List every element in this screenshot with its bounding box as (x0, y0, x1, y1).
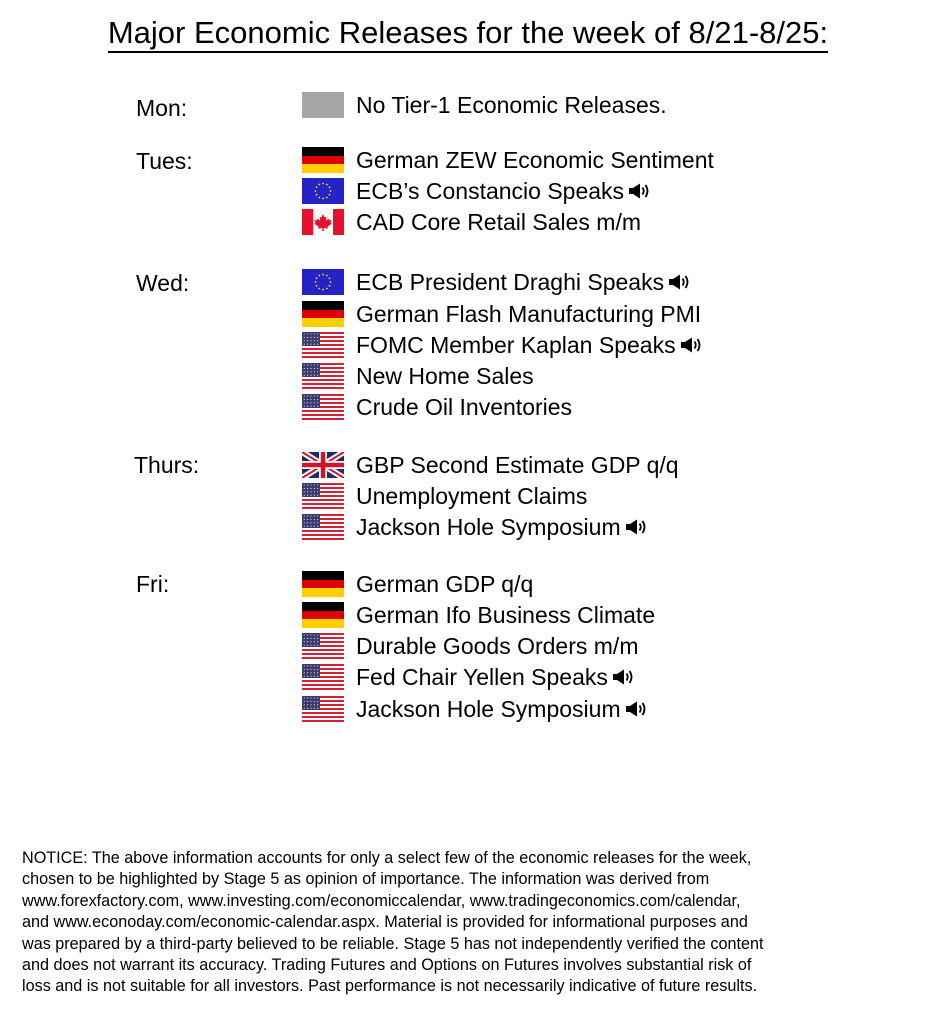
event-label: GBP Second Estimate GDP q/q (356, 452, 679, 478)
page-title (0, 14, 936, 52)
event-row (302, 451, 679, 479)
speaker-icon (679, 336, 703, 354)
event-label: German GDP q/q (356, 571, 534, 597)
us-flag (302, 514, 344, 540)
germany-flag (302, 571, 344, 597)
notice-disclaimer: NOTICE: The above information accounts for only a select few of the economic releases for the week, chosen to be highlighted by Stage 5 as opinion of importance. The information was derived from www.forexfactory.com, www.investing.com/economiccalendar, www.tradingeconomics.com/calendar, and www.econoday.com/economic-calendar.aspx. Material is provided for informational purposes and was prepared by a third-party believed to be reliable. Stage 5 has not independently verified the content and does not warrant its accuracy. Trading Futures and Options on Futures involves substantial risk of loss and is not suitable for all investors. Past performance is not necessarily indicative of future results. (22, 849, 764, 996)
event-label: German Flash Manufacturing PMI (356, 301, 702, 327)
speaker-icon (611, 668, 635, 686)
event-row (302, 513, 648, 541)
speaker-icon (624, 518, 648, 536)
event-row (302, 362, 534, 390)
event-label: CAD Core Retail Sales m/m (356, 209, 642, 235)
event-label: Fed Chair Yellen Speaks (356, 664, 608, 690)
event-label: Crude Oil Inventories (356, 394, 573, 420)
us-flag (302, 664, 344, 690)
day-label: Fri: (136, 571, 170, 597)
us-flag (302, 483, 344, 509)
event-label: New Home Sales (356, 363, 534, 389)
speaker-icon (624, 700, 648, 718)
event-row (302, 632, 638, 660)
us-flag (302, 332, 344, 358)
event-row (302, 663, 635, 691)
event-label: Unemployment Claims (356, 483, 588, 509)
event-row (302, 393, 572, 421)
event-row (302, 482, 587, 510)
speaker-icon (627, 182, 651, 200)
event-label: Jackson Hole Symposium (356, 696, 621, 722)
us-flag (302, 394, 344, 420)
event-label: No Tier-1 Economic Releases. (356, 92, 667, 118)
event-label: Durable Goods Orders m/m (356, 633, 639, 659)
event-label: FOMC Member Kaplan Speaks (356, 332, 676, 358)
event-row (302, 300, 701, 328)
germany-flag (302, 301, 344, 327)
event-label: ECB’s Constancio Speaks (356, 178, 625, 204)
day-label: Mon: (136, 95, 188, 121)
event-row (302, 208, 641, 236)
event-row (302, 601, 655, 629)
event-row (302, 146, 714, 174)
day-label: Tues: (136, 148, 193, 174)
us-flag (302, 633, 344, 659)
event-row (302, 331, 703, 359)
page-title-text: Major Economic Releases for the week of 8/21-8/25: (108, 15, 828, 53)
speaker-icon (667, 273, 691, 291)
event-label: Jackson Hole Symposium (356, 514, 621, 540)
germany-flag (302, 602, 344, 628)
us-flag (302, 363, 344, 389)
event-label: German Ifo Business Climate (356, 602, 656, 628)
day-label: Wed: (136, 270, 190, 296)
event-label: ECB President Draghi Speaks (356, 269, 665, 295)
germany-flag (302, 147, 344, 173)
day-label: Thurs: (134, 452, 200, 478)
event-row (302, 268, 691, 296)
no-release-marker (302, 92, 344, 118)
eu-flag (302, 178, 344, 204)
canada-flag (302, 209, 344, 235)
event-row (302, 570, 533, 598)
event-label: German ZEW Economic Sentiment (356, 147, 714, 173)
event-row (302, 177, 651, 205)
uk-flag (302, 452, 344, 478)
us-flag (302, 696, 344, 722)
event-row (302, 91, 667, 119)
event-row (302, 695, 648, 723)
eu-flag (302, 269, 344, 295)
